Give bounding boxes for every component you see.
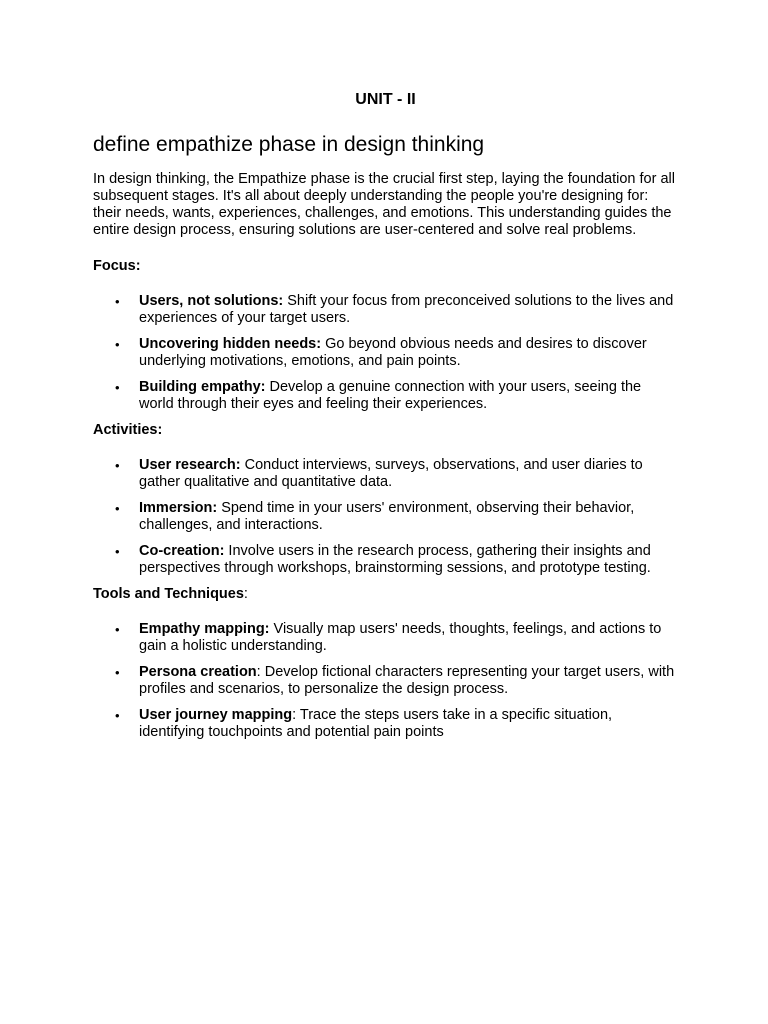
section-label-text: Activities: xyxy=(93,422,163,438)
section-label-suffix: : xyxy=(243,586,248,602)
list-item xyxy=(93,621,678,655)
bullet-term: Immersion: xyxy=(139,500,218,516)
bullet-term: Persona creation xyxy=(139,664,257,680)
list-item xyxy=(93,664,678,698)
list-item xyxy=(93,293,678,327)
bullet-term: User research: xyxy=(139,457,241,473)
bullet-icon: • xyxy=(115,294,120,309)
section-label xyxy=(93,586,678,603)
bullet-text: Involve users in the research process, gathering their insights and perspectives through workshops, brainstorming sessions, and prototype testing. xyxy=(139,543,651,576)
bullet-text: Spend time in your users' environment, observing their behavior, challenges, and interactions. xyxy=(139,500,635,533)
list-item xyxy=(93,500,678,534)
section-label xyxy=(93,422,678,439)
bullet-term: Co-creation: xyxy=(139,543,225,559)
bullet-icon: • xyxy=(115,708,120,723)
bullet-text: : Trace the steps users take in a specific situation, identifying touchpoints and potential pain points xyxy=(139,707,613,740)
bullet-icon: • xyxy=(115,622,120,637)
bullet-term: Uncovering hidden needs: xyxy=(139,336,322,352)
bullet-term: Empathy mapping: xyxy=(139,621,270,637)
bullet-list xyxy=(93,457,678,577)
list-item xyxy=(93,543,678,577)
bullet-text: Visually map users' needs, thoughts, feelings, and actions to gain a holistic understanding. xyxy=(139,621,662,654)
document-heading: define empathize phase in design thinking xyxy=(93,133,485,156)
bullet-list xyxy=(93,621,678,741)
section-label-text: Focus: xyxy=(93,258,141,274)
list-item xyxy=(93,379,678,413)
bullet-list xyxy=(93,293,678,413)
list-item xyxy=(93,336,678,370)
bullet-term: Building empathy: xyxy=(139,379,266,395)
bullet-icon: • xyxy=(115,337,120,352)
list-item xyxy=(93,707,678,741)
bullet-text: Go beyond obvious needs and desires to discover underlying motivations, emotions, and pain points. xyxy=(139,336,647,369)
bullet-term: Users, not solutions: xyxy=(139,293,284,309)
intro-paragraph: In design thinking, the Empathize phase is the crucial first step, laying the foundation for all subsequent stages. It's all about deeply understanding the people you're designing for: their needs, wants, experiences, challenges, and emotions. This understanding guides the entire design process, ensuring solutions are user-centered and solve real problems. xyxy=(93,171,675,238)
bullet-text: Develop a genuine connection with your users, seeing the world through their eyes and feeling their experiences. xyxy=(139,379,642,412)
section-tools xyxy=(93,586,678,741)
section-label-text: Tools and Techniques xyxy=(93,586,244,602)
unit-title: UNIT - II xyxy=(355,91,416,108)
bullet-text: Conduct interviews, surveys, observations, and user diaries to gather qualitative and quantitative data. xyxy=(139,457,643,490)
bullet-icon: • xyxy=(115,665,120,680)
bullet-icon: • xyxy=(115,544,120,559)
section-activities xyxy=(93,422,678,577)
section-label xyxy=(93,258,678,275)
bullet-icon: • xyxy=(115,458,120,473)
bullet-text: Shift your focus from preconceived solutions to the lives and experiences of your target users. xyxy=(139,293,674,326)
section-focus xyxy=(93,258,678,413)
bullet-term: User journey mapping xyxy=(139,707,293,723)
list-item xyxy=(93,457,678,491)
bullet-text: : Develop fictional characters representing your target users, with profiles and scenarios, to personalize the design process. xyxy=(139,664,675,697)
bullet-icon: • xyxy=(115,501,120,516)
bullet-icon: • xyxy=(115,380,120,395)
